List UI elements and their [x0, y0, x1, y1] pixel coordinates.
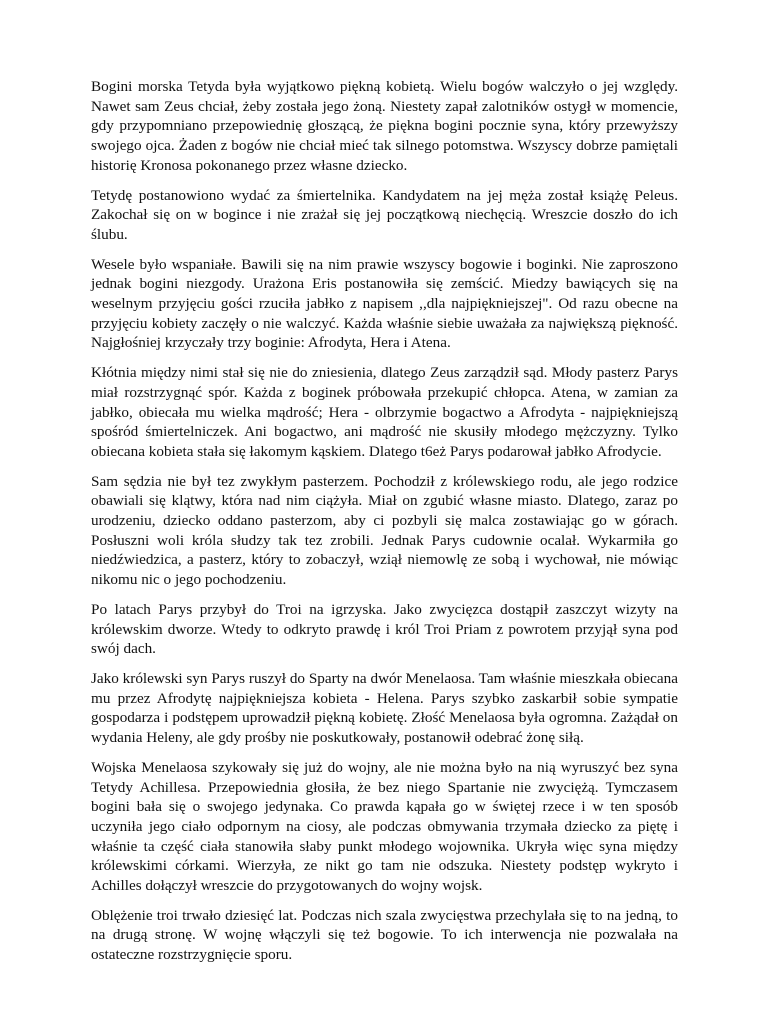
paragraph-2: Tetydę postanowiono wydać za śmiertelnika. Kandydatem na jej męża został książę Peleus. Zakochał się on w bogince i nie zrażał się jej początkową niechęcią. Wreszcie doszło do ich ślubu.	[91, 186, 678, 243]
paragraph-3: Wesele było wspaniałe. Bawili się na nim prawie wszyscy bogowie i boginki. Nie zaproszono jednak bogini niezgody. Urażona Eris postanowiła się zemścić. Miedzy bawiących się na weselnym przyjęciu gości rzuciła jabłko z napisem ,,dla najpiękniejszej". Od razu obecne na przyjęciu kobiety zaczęły o nie walczyć. Każda właśnie siebie uważała za największą piękność. Najgłośniej krzyczały trzy boginie: Afrodyta, Hera i Atena.	[91, 255, 678, 352]
paragraph-7: Jako królewski syn Parys ruszył do Sparty na dwór Menelaosa. Tam właśnie mieszkała obiecana mu przez Afrodytę najpiękniejsza kobieta - Helena. Parys szybko zaskarbił sobie sympatie gospodarza i podstępem uprowadził piękną kobietę. Złość Menelaosa była ogromna. Zażądał on wydania Heleny, ale gdy prośby nie poskutkowały, postanowił odebrać żonę siłą.	[91, 669, 678, 747]
paragraph-1: Bogini morska Tetyda była wyjątkowo piękną kobietą. Wielu bogów walczyło o jej względy. Nawet sam Zeus chciał, żeby została jego żoną. Niestety zapał zalotników ostygł w momencie, gdy przypomniano przepowiednię głoszącą, że piękna bogini pocznie syna, który przewyższy swojego ojca. Żaden z bogów nie chciał mieć tak silnego potomstwa. Wszyscy dobrze pamiętali historię Kronosa pokonanego przez własne dziecko.	[91, 78, 678, 174]
document-page	[91, 77, 678, 975]
paragraph-5: Sam sędzia nie był tez zwykłym pasterzem. Pochodził z królewskiego rodu, ale jego rodzice obawiali się klątwy, która nad nim ciążyła. Miał on zgubić własne miasto. Dlatego, zaraz po urodzeniu, dziecko oddano pasterzom, aby ci pozbyli się malca zostawiając go w górach. Posłuszni woli króla słudzy tak tez zrobili. Jednak Parys cudownie ocalał. Wykarmiła go niedźwiedzica, a pasterz, który to zobaczył, wziął niemowlę ze sobą i wychował, nie mówiąc nikomu nic o jego pochodzeniu.	[91, 472, 678, 589]
paragraph-6: Po latach Parys przybył do Troi na igrzyska. Jako zwycięzca dostąpił zaszczyt wizyty na królewskim dworze. Wtedy to odkryto prawdę i król Troi Priam z powrotem przyjął syna pod swój dach.	[91, 600, 678, 658]
paragraph-8: Wojska Menelaosa szykowały się już do wojny, ale nie można było na nią wyruszyć bez syna Tetydy Achillesa. Przepowiednia głosiła, że bez niego Spartanie nie zwyciężą. Tymczasem bogini bała się o swojego jedynaka. Co prawda kąpała go w świętej rzece i w ten sposób uczyniła jego ciało odpornym na ciosy, ale podczas obmywania trzymała dziecko za piętę i właśnie ta część ciała stanowiła słaby punkt młodego wojownika. Ukryła więc syna między królewskimi córkami. Wierzyła, ze nikt go tam nie odszuka. Niestety podstęp wykryto i Achilles dołączył wreszcie do przygotowanych do wojny wojsk.	[91, 758, 678, 895]
paragraph-9: Oblężenie troi trwało dziesięć lat. Podczas nich szala zwycięstwa przechylała się to na jedną, to na drugą stronę. W wojnę włączyli się też bogowie. To ich interwencja nie pozwalała na ostateczne rozstrzygnięcie sporu.	[91, 906, 678, 964]
paragraph-4: Kłótnia między nimi stał się nie do zniesienia, dlatego Zeus zarządził sąd. Młody pasterz Parys miał rozstrzygnąć spór. Każda z boginek próbowała przekupić chłopca. Atena, w zamian za jabłko, obiecała mu wielka mądrość; Hera - olbrzymie bogactwo a Afrodyta - najpiękniejszą spośród śmiertelniczek. Ani bogactwo, ani mądrość nie skusiły młodego mężczyzny. Tylko obiecana kobieta stała się łakomym kąskiem. Dlatego t6eż Parys podarował jabłko Afrodycie.	[91, 364, 678, 460]
